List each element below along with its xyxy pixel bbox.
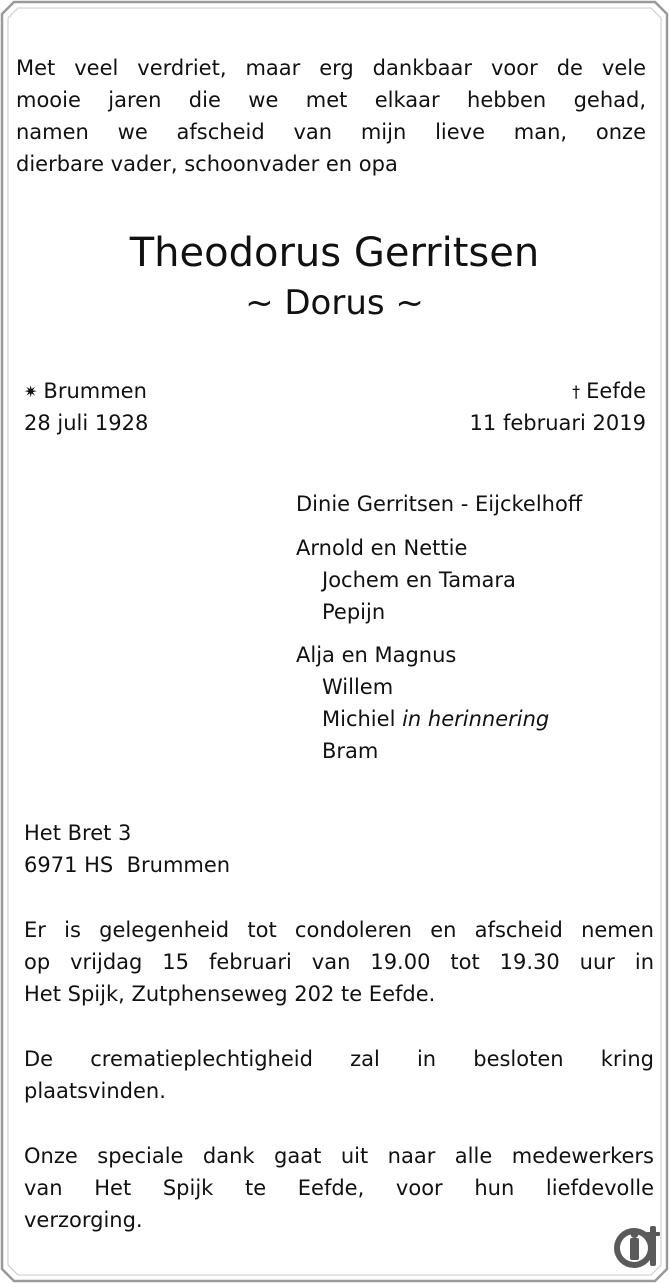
death-place: Eefde xyxy=(586,379,646,403)
thanks-paragraph xyxy=(24,1140,654,1236)
family-child: Alja en Magnus xyxy=(296,643,457,667)
family-grandchild: Bram xyxy=(322,739,379,763)
paragraph-line: Het Spijk, Zutphenseweg 202 te Eefde. xyxy=(24,982,436,1006)
publisher-logo-icon xyxy=(612,1218,662,1272)
family-greatgrandchild: Pepijn xyxy=(322,600,386,624)
birth-star-icon: ✷ xyxy=(24,382,38,401)
paragraph-line: op vrijdag 15 februari van 19.00 tot 19.30 uur in xyxy=(24,950,654,974)
address-city: 6971 HS Brummen xyxy=(24,853,231,877)
family-grandchild-remembered xyxy=(322,703,549,735)
address-street: Het Bret 3 xyxy=(24,821,132,845)
intro-text xyxy=(16,52,646,180)
family-spouse: Dinie Gerritsen - Eijckelhoff xyxy=(296,492,583,516)
in-memory-note: in herinnering xyxy=(402,707,550,731)
deceased-name: Theodorus Gerritsen xyxy=(129,230,540,276)
family-child: Arnold en Nettie xyxy=(296,536,468,560)
paragraph-line: van Het Spijk te Eefde, voor hun liefdevolle xyxy=(24,1176,654,1200)
paragraph-line: De crematieplechtigheid zal in besloten kring xyxy=(24,1047,654,1071)
condolence-paragraph xyxy=(24,914,654,1010)
intro-line: namen we afscheid van mijn lieve man, onze xyxy=(16,120,646,144)
grandchild-name: Michiel xyxy=(322,707,396,731)
paragraph-line: plaatsvinden. xyxy=(24,1079,166,1103)
death-place-row xyxy=(572,375,646,408)
death-date: 11 februari 2019 xyxy=(469,411,646,435)
birth-date: 28 juli 1928 xyxy=(24,411,149,435)
paragraph-line: Onze speciale dank gaat uit naar alle medewerkers xyxy=(24,1144,654,1168)
cremation-paragraph xyxy=(24,1043,654,1107)
death-cross-icon: † xyxy=(572,382,581,401)
intro-line: Met veel verdriet, maar erg dankbaar voor de vele xyxy=(16,56,646,80)
intro-line: dierbare vader, schoonvader en opa xyxy=(16,152,398,176)
deceased-nickname: ~ Dorus ~ xyxy=(245,283,424,323)
family-grandchild: Willem xyxy=(322,675,394,699)
birth-place: Brummen xyxy=(43,379,147,403)
birth-place-row xyxy=(24,375,147,408)
intro-line: mooie jaren die we met elkaar hebben gehad, xyxy=(16,88,646,112)
paragraph-line: verzorging. xyxy=(24,1208,143,1232)
family-grandchild: Jochem en Tamara xyxy=(322,568,516,592)
paragraph-line: Er is gelegenheid tot condoleren en afscheid nemen xyxy=(24,918,654,942)
